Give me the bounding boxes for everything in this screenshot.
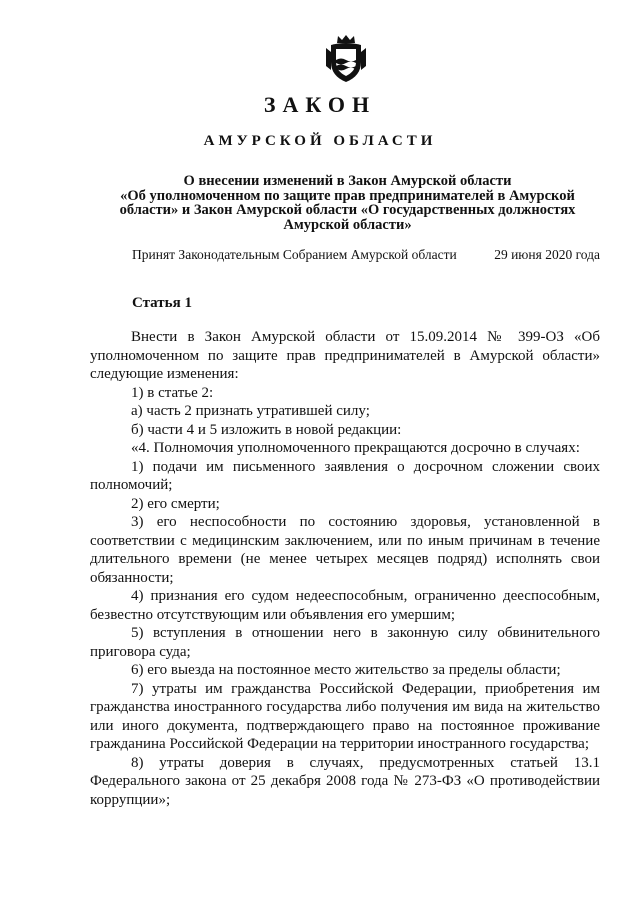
law-heading-line: «Об уполномоченном по защите прав предпринимателей в Амурской <box>120 187 575 204</box>
paragraph: 2) его смерти; <box>131 495 220 512</box>
paragraph: б) части 4 и 5 изложить в новой редакции: <box>131 421 402 438</box>
paragraph: а) часть 2 признать утратившей силу; <box>131 403 370 419</box>
paragraph: 8) утраты доверия в случаях, предусмотренных статьей 13.1 Федерального закона от 25 декабря 2008 года № 273-ФЗ «О противодействии коррупции»; <box>90 754 600 808</box>
law-heading-line: Амурской области» <box>283 216 412 233</box>
paragraph: 7) утраты им гражданства Российской Федерации, приобретения им гражданства иностранного государства либо получения им вида на жительство или иного документа, подтверждающего право на постоянное проживание гражданина Российской Федерации на территории иностранного государства; <box>90 680 600 752</box>
paragraph: 3) его неспособности по состоянию здоровья, установленной в соответствии с медицинским заключением, или по иным причинам в течение длительного времени (не менее четырех месяцев подряд) исполнять свои обязанности; <box>90 514 600 586</box>
law-heading-line: области» и Закон Амурской области «О государственных должностях <box>119 202 576 218</box>
document-subtitle: АМУРСКОЙ ОБЛАСТИ <box>203 133 437 149</box>
law-heading <box>80 174 615 232</box>
coat-of-arms-icon <box>322 32 370 84</box>
article-heading: Статья 1 <box>132 295 192 311</box>
law-heading-line: О внесении изменений в Закон Амурской области <box>183 173 512 189</box>
adopted-by: Принят Законодательным Собранием Амурской области <box>132 247 457 262</box>
paragraph: «4. Полномочия уполномоченного прекращаются досрочно в случаях: <box>131 440 580 456</box>
paragraph: 1) в статье 2: <box>131 384 214 401</box>
adoption-date: 29 июня 2020 года <box>494 247 600 262</box>
paragraph: 4) признания его судом недееспособным, ограниченно дееспособным, безвестно отсутствующим или объявления его умершим; <box>90 588 600 623</box>
paragraph: Внести в Закон Амурской области от 15.09.2014 № 399-ОЗ «Об уполномоченном по защите прав предпринимателей в Амурской области» следующие изменения: <box>90 329 600 382</box>
document-title: ЗАКОН <box>263 92 377 117</box>
paragraph: 6) его выезда на постоянное место жительство за пределы области; <box>131 662 561 678</box>
paragraph: 1) подачи им письменного заявления о досрочном сложении своих полномочий; <box>90 458 600 493</box>
article-body <box>90 328 600 809</box>
paragraph: 5) вступления в отношении него в законную силу обвинительного приговора суда; <box>90 625 600 660</box>
adoption-line <box>132 247 600 263</box>
